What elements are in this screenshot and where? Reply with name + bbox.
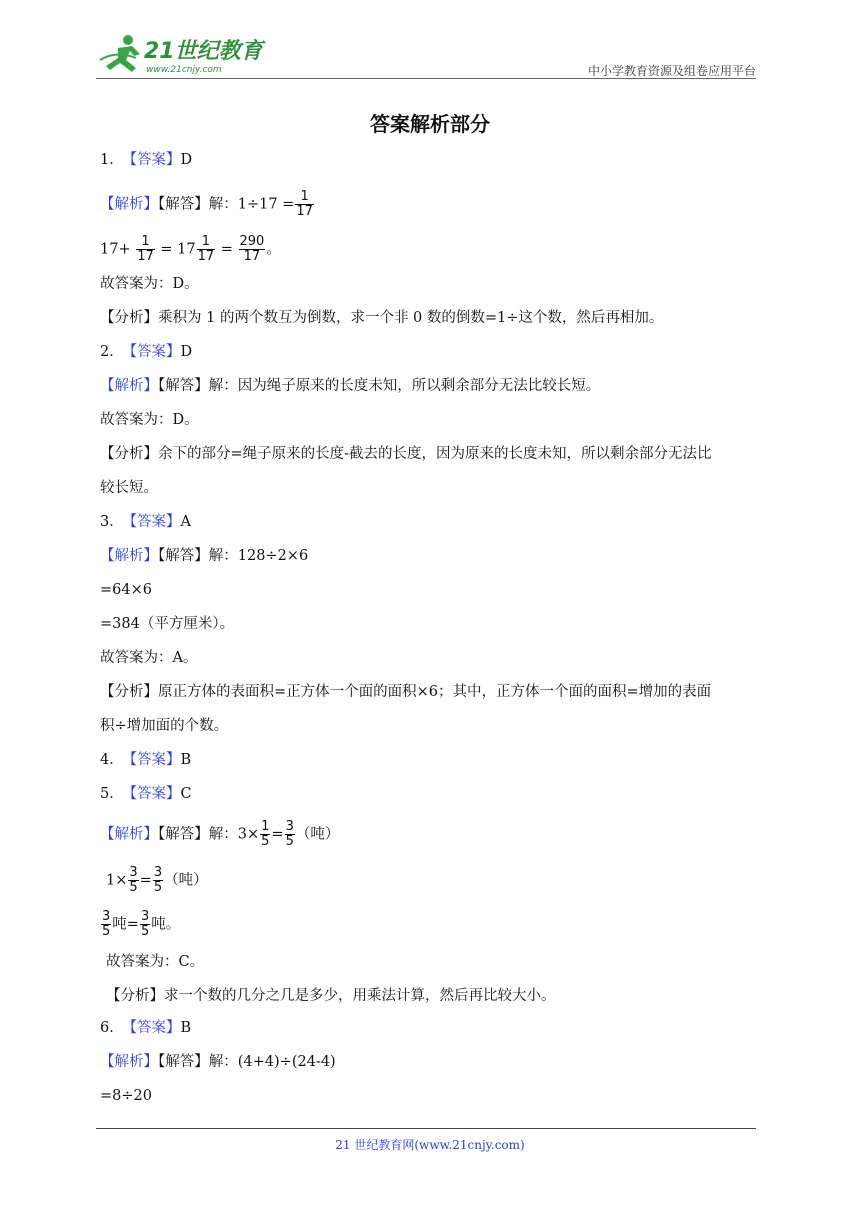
q3-step1: =64×6: [100, 582, 152, 598]
q3-analysis-cont: 积÷增加面的个数。: [100, 718, 229, 734]
q5-analysis: [106, 986, 556, 1006]
q4-answer: B: [180, 752, 192, 768]
fenxi-tag: 【分析】: [100, 310, 158, 326]
q1-answer: D: [180, 152, 193, 168]
fraction: $\frac{1}{17}$: [137, 234, 154, 264]
q3-solution-text: 解：128÷2×6: [208, 548, 309, 564]
q3-analysis: [100, 682, 711, 702]
answer-tag: 【答案】: [129, 344, 181, 360]
q6-solution-text: 解：(4+4)÷(24-4): [208, 1054, 336, 1070]
q5-compare-line: [100, 910, 180, 939]
q1-solution-line: [100, 190, 315, 219]
q2-analysis-text: 余下的部分=绳子原来的长度-截去的长度，因为原来的长度未知，所以剩余部分无法比: [158, 446, 712, 462]
q6-number: 6．: [100, 1020, 124, 1036]
fraction: $\frac{290}{17}$: [239, 234, 265, 264]
q1-conclusion: 故答案为：D。: [100, 276, 199, 292]
q6-answer-line: [100, 1018, 191, 1038]
fraction: $\frac{3}{5}$: [102, 909, 111, 939]
fraction: $\frac{3}{5}$: [129, 865, 138, 895]
q5-conclusion: 故答案为：C。: [106, 954, 205, 970]
header-platform-text: 中小学教育资源及组卷应用平台: [587, 64, 756, 78]
q6-answer: B: [180, 1020, 192, 1036]
jieda-tag: 【解答】: [158, 378, 209, 394]
q6-solution-line: [100, 1052, 336, 1072]
q1-answer-line: [100, 150, 192, 170]
fraction: $\frac{3}{5}$: [285, 819, 294, 849]
q3-step2: =384（平方厘米）。: [100, 616, 235, 632]
jiexi-tag: 【解析】: [100, 826, 158, 843]
q1-step-prefix: 17+: [100, 241, 136, 258]
answer-tag: 【答案】: [129, 514, 181, 530]
header-divider: [96, 78, 756, 79]
jiexi-tag: 【解析】: [100, 378, 158, 394]
q2-solution-text: 解：因为绳子原来的长度未知，所以剩余部分无法比较长短。: [208, 378, 601, 394]
equals: =: [139, 872, 152, 889]
footer-divider: [96, 1128, 756, 1129]
q1-step-end: 。: [266, 241, 281, 258]
q5-solution-text: 解：3×: [208, 826, 260, 843]
fraction: $\frac{1}{5}$: [261, 819, 270, 849]
q5-step-line: [106, 866, 208, 895]
logo: [96, 30, 266, 78]
q3-number: 3．: [100, 514, 124, 530]
jieda-tag: 【解答】: [158, 826, 209, 843]
q2-solution-line: [100, 376, 600, 396]
jieda-tag: 【解答】: [158, 196, 209, 213]
q5-compare-end: 吨。: [151, 916, 181, 933]
q2-analysis: [100, 444, 712, 464]
q3-conclusion: 故答案为：A。: [100, 650, 198, 666]
svg-text:www.21cnjy.com: www.21cnjy.com: [146, 65, 222, 75]
q5-number: 5．: [100, 786, 124, 802]
q2-answer: D: [180, 344, 193, 360]
q5-step-prefix: 1×: [106, 872, 128, 889]
q5-compare-mid: 吨=: [112, 916, 139, 933]
page-title: 答案解析部分: [370, 112, 490, 136]
answer-tag: 【答案】: [129, 152, 181, 168]
unit: （吨）: [164, 872, 208, 889]
q5-answer-line: [100, 784, 192, 804]
unit: （吨）: [295, 826, 340, 843]
q1-analysis: [100, 308, 663, 328]
q1-step-line: [100, 235, 281, 264]
q3-solution-line: [100, 546, 308, 566]
q4-number: 4．: [100, 752, 124, 768]
q5-answer: C: [180, 786, 192, 802]
q2-conclusion: 故答案为：D。: [100, 412, 199, 428]
page-header: [96, 30, 756, 80]
jieda-tag: 【解答】: [158, 1054, 209, 1070]
q2-number: 2．: [100, 344, 124, 360]
fraction: $\frac{3}{5}$: [140, 909, 150, 939]
q2-analysis-cont: 较长短。: [100, 480, 158, 496]
q6-step1: =8÷20: [100, 1088, 152, 1104]
jiexi-tag: 【解析】: [100, 196, 158, 213]
q3-answer: A: [180, 514, 191, 530]
q1-analysis-text: 乘积为 1 的两个数互为倒数，求一个非 0 数的倒数=1÷这个数，然后再相加。: [158, 310, 664, 326]
svg-text:21世纪教育: 21世纪教育: [144, 39, 263, 64]
q2-answer-line: [100, 342, 192, 362]
jieda-tag: 【解答】: [158, 548, 209, 564]
q5-solution-line: [100, 820, 339, 849]
fenxi-tag: 【分析】: [100, 446, 158, 462]
fraction: $\frac{3}{5}$: [153, 865, 163, 895]
q3-answer-line: [100, 512, 191, 532]
footer-text[interactable]: 21 世纪教育网(www.21cnjy.com): [335, 1138, 525, 1152]
answer-tag: 【答案】: [129, 1020, 181, 1036]
q1-step-eq: = 17: [155, 241, 196, 258]
q4-answer-line: [100, 750, 191, 770]
answer-tag: 【答案】: [129, 786, 181, 802]
q3-analysis-text: 原正方体的表面积=正方体一个面的面积×6；其中，正方体一个面的面积=增加的表面: [158, 684, 712, 700]
q1-number: 1．: [100, 152, 124, 168]
fraction: $\frac{1}{17}$: [197, 234, 215, 264]
jiexi-tag: 【解析】: [100, 548, 158, 564]
jiexi-tag: 【解析】: [100, 1054, 158, 1070]
q5-analysis-text: 求一个数的几分之几是多少，用乘法计算，然后再比较大小。: [164, 988, 556, 1004]
equals: =: [271, 826, 284, 843]
fraction: $\frac{1}{17}$: [296, 189, 313, 219]
q1-solution-text: 解：1÷17 =: [208, 196, 295, 213]
fenxi-tag: 【分析】: [100, 684, 158, 700]
answer-tag: 【答案】: [129, 752, 181, 768]
q1-step-eq2: =: [216, 241, 238, 258]
fenxi-tag: 【分析】: [106, 988, 164, 1004]
